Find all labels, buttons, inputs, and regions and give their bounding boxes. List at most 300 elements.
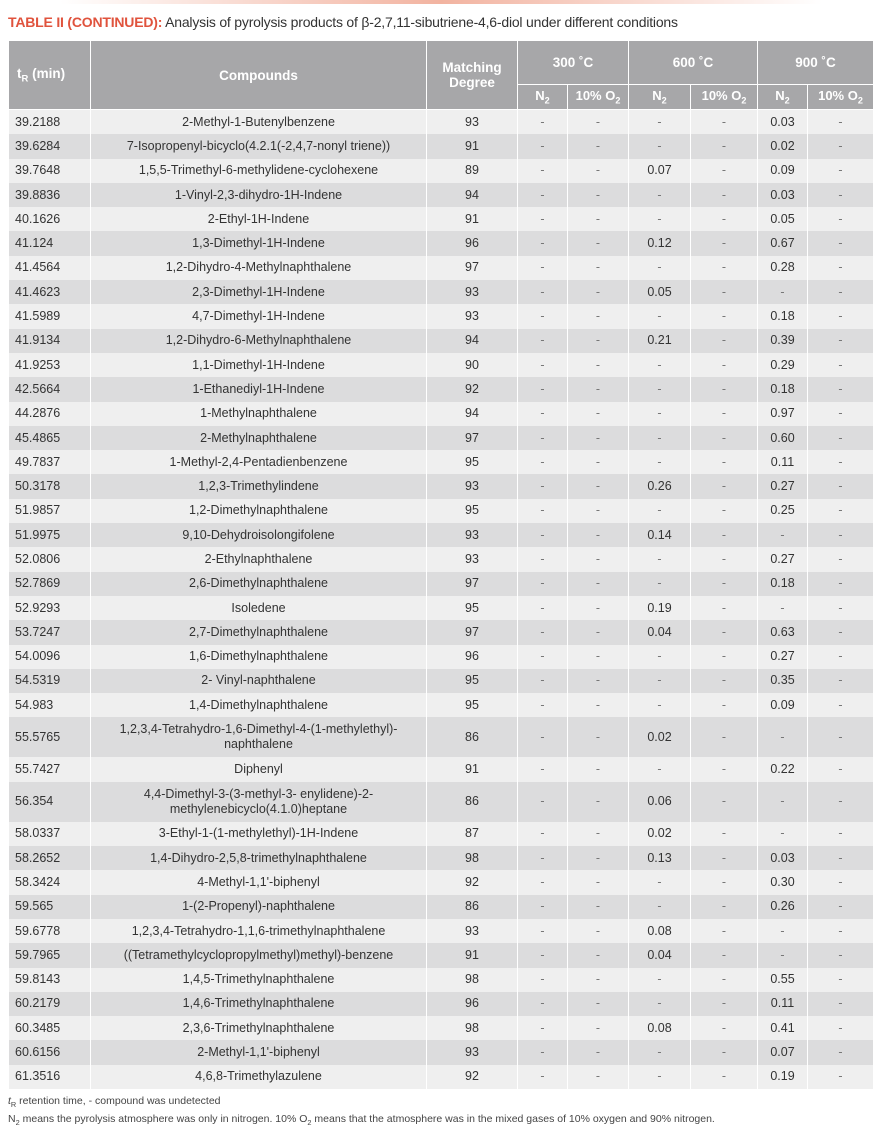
table-row xyxy=(9,183,874,207)
cell-300-n2: - xyxy=(518,304,568,328)
cell-300-n2: - xyxy=(518,870,568,894)
cell-300-o2: - xyxy=(568,134,629,158)
cell-300-o2: - xyxy=(568,329,629,353)
cell-600-o2: - xyxy=(691,134,758,158)
cell-compound: 1,6-Dimethylnaphthalene xyxy=(91,645,427,669)
cell-300-n2: - xyxy=(518,110,568,135)
cell-compound: 1-Vinyl-2,3-dihydro-1H-Indene xyxy=(91,183,427,207)
cell-900-n2: 0.11 xyxy=(758,992,808,1016)
cell-600-n2: - xyxy=(629,426,691,450)
cell-600-n2: - xyxy=(629,895,691,919)
cell-300-n2: - xyxy=(518,547,568,571)
cell-compound: 4,4-Dimethyl-3-(3-methyl-3- enylidene)-2-methylenebicyclo(4.1.0)heptane xyxy=(91,782,427,822)
cell-300-o2: - xyxy=(568,1016,629,1040)
cell-900-o2: - xyxy=(808,620,874,644)
cell-900-o2: - xyxy=(808,992,874,1016)
cell-compound: 3-Ethyl-1-(1-methylethyl)-1H-Indene xyxy=(91,822,427,846)
cell-matching-degree: 93 xyxy=(427,304,518,328)
table-title xyxy=(8,14,678,30)
cell-600-n2: 0.26 xyxy=(629,474,691,498)
footnote-atmosphere: $N_2$ means the pyrolysis atmosphere was only in nitrogen. 10% $O_2$ means that the atmosphere was in the mixed gases of 10% oxygen and 90% nitrogen. xyxy=(8,1113,715,1128)
header-600c: 600 ˚C xyxy=(629,41,758,85)
cell-retention-time: 41.124 xyxy=(9,231,91,255)
cell-retention-time: 41.9253 xyxy=(9,353,91,377)
cell-retention-time: 52.0806 xyxy=(9,547,91,571)
cell-600-n2: - xyxy=(629,547,691,571)
cell-300-o2: - xyxy=(568,895,629,919)
cell-900-o2: - xyxy=(808,870,874,894)
cell-900-n2: 0.22 xyxy=(758,757,808,781)
cell-900-n2: 0.03 xyxy=(758,183,808,207)
cell-300-o2: - xyxy=(568,304,629,328)
header-compounds: Compounds xyxy=(91,41,427,110)
table-row xyxy=(9,547,874,571)
cell-matching-degree: 86 xyxy=(427,895,518,919)
cell-900-n2: - xyxy=(758,822,808,846)
cell-600-n2: - xyxy=(629,134,691,158)
cell-compound: 2- Vinyl-naphthalene xyxy=(91,669,427,693)
cell-900-n2: - xyxy=(758,717,808,757)
cell-900-n2: - xyxy=(758,919,808,943)
cell-600-o2: - xyxy=(691,782,758,822)
cell-900-o2: - xyxy=(808,968,874,992)
cell-600-o2: - xyxy=(691,256,758,280)
cell-compound: 2-Methyl-1-Butenylbenzene xyxy=(91,110,427,135)
cell-matching-degree: 98 xyxy=(427,1016,518,1040)
cell-600-o2: - xyxy=(691,402,758,426)
cell-600-n2: - xyxy=(629,870,691,894)
cell-300-n2: - xyxy=(518,159,568,183)
table-row xyxy=(9,870,874,894)
cell-300-o2: - xyxy=(568,207,629,231)
cell-600-n2: - xyxy=(629,757,691,781)
cell-300-n2: - xyxy=(518,596,568,620)
cell-300-o2: - xyxy=(568,474,629,498)
cell-600-o2: - xyxy=(691,1065,758,1089)
table-row xyxy=(9,968,874,992)
cell-matching-degree: 95 xyxy=(427,450,518,474)
cell-matching-degree: 93 xyxy=(427,110,518,135)
cell-matching-degree: 86 xyxy=(427,717,518,757)
cell-compound: 9,10-Dehydroisolongifolene xyxy=(91,523,427,547)
cell-600-n2: 0.02 xyxy=(629,717,691,757)
footnote-retention: $t_R$ retention time, - compound was undetected xyxy=(8,1095,221,1110)
cell-600-o2: - xyxy=(691,968,758,992)
cell-900-o2: - xyxy=(808,523,874,547)
cell-900-n2: - xyxy=(758,782,808,822)
subheader-600-n2: $N_2$ xyxy=(629,85,691,110)
cell-600-n2: - xyxy=(629,353,691,377)
cell-900-o2: - xyxy=(808,895,874,919)
cell-compound: 1,4-Dihydro-2,5,8-trimethylnaphthalene xyxy=(91,846,427,870)
cell-matching-degree: 97 xyxy=(427,572,518,596)
subheader-600-o2: 10% $O_2$ xyxy=(691,85,758,110)
cell-900-n2: 0.28 xyxy=(758,256,808,280)
cell-900-n2: 0.18 xyxy=(758,572,808,596)
cell-900-o2: - xyxy=(808,402,874,426)
cell-300-o2: - xyxy=(568,523,629,547)
cell-300-o2: - xyxy=(568,919,629,943)
table-row xyxy=(9,669,874,693)
cell-compound: ((Tetramethylcyclopropylmethyl)methyl)-benzene xyxy=(91,943,427,967)
cell-300-o2: - xyxy=(568,968,629,992)
pyrolysis-products-table xyxy=(8,40,874,1089)
cell-900-n2: 0.29 xyxy=(758,353,808,377)
cell-matching-degree: 94 xyxy=(427,183,518,207)
cell-600-n2: - xyxy=(629,1065,691,1089)
cell-retention-time: 44.2876 xyxy=(9,402,91,426)
cell-600-o2: - xyxy=(691,717,758,757)
cell-300-o2: - xyxy=(568,377,629,401)
cell-600-n2: 0.05 xyxy=(629,280,691,304)
cell-compound: 1,3-Dimethyl-1H-Indene xyxy=(91,231,427,255)
cell-matching-degree: 91 xyxy=(427,134,518,158)
cell-900-o2: - xyxy=(808,1065,874,1089)
cell-600-n2: - xyxy=(629,572,691,596)
cell-matching-degree: 95 xyxy=(427,669,518,693)
cell-900-n2: 0.55 xyxy=(758,968,808,992)
cell-compound: 1,2,3,4-Tetrahydro-1,1,6-trimethylnaphthalene xyxy=(91,919,427,943)
cell-900-o2: - xyxy=(808,110,874,135)
table-row xyxy=(9,304,874,328)
cell-matching-degree: 95 xyxy=(427,596,518,620)
table-row xyxy=(9,426,874,450)
cell-600-o2: - xyxy=(691,304,758,328)
cell-retention-time: 45.4865 xyxy=(9,426,91,450)
cell-matching-degree: 91 xyxy=(427,207,518,231)
cell-matching-degree: 93 xyxy=(427,523,518,547)
table-row xyxy=(9,353,874,377)
cell-300-n2: - xyxy=(518,207,568,231)
header-300c: 300 ˚C xyxy=(518,41,629,85)
cell-300-n2: - xyxy=(518,992,568,1016)
cell-matching-degree: 96 xyxy=(427,231,518,255)
cell-300-n2: - xyxy=(518,968,568,992)
cell-compound: 1,2-Dihydro-6-Methylnaphthalene xyxy=(91,329,427,353)
cell-300-o2: - xyxy=(568,1065,629,1089)
cell-300-n2: - xyxy=(518,134,568,158)
table-row xyxy=(9,523,874,547)
cell-compound: 1,4,6-Trimethylnaphthalene xyxy=(91,992,427,1016)
cell-900-o2: - xyxy=(808,757,874,781)
cell-compound: 4,7-Dimethyl-1H-Indene xyxy=(91,304,427,328)
cell-900-o2: - xyxy=(808,1040,874,1064)
cell-300-o2: - xyxy=(568,992,629,1016)
cell-300-o2: - xyxy=(568,943,629,967)
cell-900-o2: - xyxy=(808,846,874,870)
table-row xyxy=(9,693,874,717)
table-row xyxy=(9,159,874,183)
table-caption: Analysis of pyrolysis products of β-2,7,11-sibutriene-4,6-diol under different conditions xyxy=(162,14,678,30)
cell-300-n2: - xyxy=(518,693,568,717)
cell-900-o2: - xyxy=(808,353,874,377)
cell-900-n2: 0.18 xyxy=(758,377,808,401)
cell-600-o2: - xyxy=(691,329,758,353)
cell-matching-degree: 93 xyxy=(427,547,518,571)
cell-matching-degree: 97 xyxy=(427,426,518,450)
cell-900-o2: - xyxy=(808,450,874,474)
cell-900-n2: 0.35 xyxy=(758,669,808,693)
cell-600-o2: - xyxy=(691,669,758,693)
cell-600-n2: - xyxy=(629,450,691,474)
cell-matching-degree: 91 xyxy=(427,943,518,967)
cell-600-n2: - xyxy=(629,499,691,523)
cell-300-n2: - xyxy=(518,645,568,669)
cell-300-o2: - xyxy=(568,669,629,693)
cell-600-o2: - xyxy=(691,523,758,547)
cell-300-o2: - xyxy=(568,693,629,717)
cell-900-o2: - xyxy=(808,207,874,231)
cell-600-o2: - xyxy=(691,846,758,870)
cell-compound: 1-(2-Propenyl)-naphthalene xyxy=(91,895,427,919)
cell-compound: 2,3,6-Trimethylnaphthalene xyxy=(91,1016,427,1040)
cell-retention-time: 40.1626 xyxy=(9,207,91,231)
cell-retention-time: 51.9857 xyxy=(9,499,91,523)
table-row xyxy=(9,134,874,158)
cell-600-o2: - xyxy=(691,572,758,596)
cell-retention-time: 54.983 xyxy=(9,693,91,717)
cell-600-o2: - xyxy=(691,757,758,781)
cell-600-n2: 0.14 xyxy=(629,523,691,547)
cell-900-n2: 0.03 xyxy=(758,846,808,870)
cell-900-o2: - xyxy=(808,280,874,304)
cell-matching-degree: 86 xyxy=(427,782,518,822)
cell-900-o2: - xyxy=(808,499,874,523)
cell-900-o2: - xyxy=(808,256,874,280)
cell-900-o2: - xyxy=(808,547,874,571)
cell-600-n2: 0.13 xyxy=(629,846,691,870)
cell-retention-time: 42.5664 xyxy=(9,377,91,401)
cell-retention-time: 49.7837 xyxy=(9,450,91,474)
cell-compound: 1,1-Dimethyl-1H-Indene xyxy=(91,353,427,377)
subheader-300-o2: 10% $O_2$ xyxy=(568,85,629,110)
cell-900-n2: 0.67 xyxy=(758,231,808,255)
cell-compound: 2-Methyl-1,1'-biphenyl xyxy=(91,1040,427,1064)
cell-300-n2: - xyxy=(518,1016,568,1040)
cell-900-n2: 0.41 xyxy=(758,1016,808,1040)
cell-900-n2: 0.26 xyxy=(758,895,808,919)
cell-600-n2: 0.12 xyxy=(629,231,691,255)
cell-compound: 2-Methylnaphthalene xyxy=(91,426,427,450)
cell-300-o2: - xyxy=(568,426,629,450)
cell-300-o2: - xyxy=(568,846,629,870)
cell-300-o2: - xyxy=(568,402,629,426)
cell-600-o2: - xyxy=(691,943,758,967)
cell-600-o2: - xyxy=(691,870,758,894)
cell-300-n2: - xyxy=(518,474,568,498)
cell-600-o2: - xyxy=(691,280,758,304)
table-row xyxy=(9,1065,874,1089)
cell-300-n2: - xyxy=(518,895,568,919)
cell-retention-time: 59.6778 xyxy=(9,919,91,943)
cell-retention-time: 51.9975 xyxy=(9,523,91,547)
cell-600-o2: - xyxy=(691,450,758,474)
cell-600-o2: - xyxy=(691,426,758,450)
subheader-900-n2: $N_2$ xyxy=(758,85,808,110)
cell-900-n2: 0.09 xyxy=(758,693,808,717)
cell-300-o2: - xyxy=(568,231,629,255)
cell-matching-degree: 92 xyxy=(427,377,518,401)
cell-900-n2: 0.27 xyxy=(758,474,808,498)
cell-900-n2: - xyxy=(758,596,808,620)
cell-300-n2: - xyxy=(518,231,568,255)
cell-compound: 2,7-Dimethylnaphthalene xyxy=(91,620,427,644)
table-row xyxy=(9,377,874,401)
header-matching-degree: Matching Degree xyxy=(427,41,518,110)
cell-600-n2: 0.04 xyxy=(629,620,691,644)
cell-600-o2: - xyxy=(691,992,758,1016)
cell-900-o2: - xyxy=(808,377,874,401)
cell-matching-degree: 90 xyxy=(427,353,518,377)
cell-300-o2: - xyxy=(568,280,629,304)
cell-matching-degree: 93 xyxy=(427,919,518,943)
footnotes xyxy=(8,1094,715,1130)
cell-300-o2: - xyxy=(568,822,629,846)
cell-retention-time: 41.9134 xyxy=(9,329,91,353)
cell-300-n2: - xyxy=(518,280,568,304)
cell-300-o2: - xyxy=(568,757,629,781)
cell-matching-degree: 95 xyxy=(427,499,518,523)
cell-300-o2: - xyxy=(568,547,629,571)
cell-compound: Isoledene xyxy=(91,596,427,620)
cell-300-n2: - xyxy=(518,499,568,523)
cell-900-o2: - xyxy=(808,919,874,943)
cell-900-n2: 0.60 xyxy=(758,426,808,450)
cell-300-o2: - xyxy=(568,159,629,183)
cell-compound: 2-Ethyl-1H-Indene xyxy=(91,207,427,231)
cell-retention-time: 58.2652 xyxy=(9,846,91,870)
cell-600-o2: - xyxy=(691,183,758,207)
cell-compound: 1,5,5-Trimethyl-6-methylidene-cyclohexene xyxy=(91,159,427,183)
table-row xyxy=(9,717,874,757)
cell-900-n2: 0.27 xyxy=(758,547,808,571)
cell-600-n2: - xyxy=(629,693,691,717)
cell-900-n2: - xyxy=(758,280,808,304)
cell-retention-time: 41.5989 xyxy=(9,304,91,328)
cell-compound: 1,2-Dimethylnaphthalene xyxy=(91,499,427,523)
cell-300-n2: - xyxy=(518,377,568,401)
cell-retention-time: 61.3516 xyxy=(9,1065,91,1089)
cell-retention-time: 58.0337 xyxy=(9,822,91,846)
table-row xyxy=(9,329,874,353)
table-row xyxy=(9,645,874,669)
cell-600-o2: - xyxy=(691,645,758,669)
cell-matching-degree: 97 xyxy=(427,620,518,644)
cell-retention-time: 59.565 xyxy=(9,895,91,919)
cell-compound: 1,2,3,4-Tetrahydro-1,6-Dimethyl-4-(1-methylethyl)-naphthalene xyxy=(91,717,427,757)
cell-300-n2: - xyxy=(518,353,568,377)
table-row xyxy=(9,757,874,781)
cell-300-n2: - xyxy=(518,402,568,426)
cell-900-n2: - xyxy=(758,943,808,967)
table-row xyxy=(9,782,874,822)
cell-retention-time: 59.8143 xyxy=(9,968,91,992)
cell-300-o2: - xyxy=(568,256,629,280)
cell-matching-degree: 98 xyxy=(427,968,518,992)
cell-900-n2: 0.18 xyxy=(758,304,808,328)
cell-300-n2: - xyxy=(518,757,568,781)
cell-600-o2: - xyxy=(691,474,758,498)
cell-300-n2: - xyxy=(518,572,568,596)
cell-compound: 2,6-Dimethylnaphthalene xyxy=(91,572,427,596)
cell-compound: 4,6,8-Trimethylazulene xyxy=(91,1065,427,1089)
cell-300-n2: - xyxy=(518,450,568,474)
cell-900-n2: 0.07 xyxy=(758,1040,808,1064)
cell-600-n2: - xyxy=(629,304,691,328)
subheader-300-n2: $N_2$ xyxy=(518,85,568,110)
cell-retention-time: 39.2188 xyxy=(9,110,91,135)
header-900c: 900 ˚C xyxy=(758,41,874,85)
cell-600-o2: - xyxy=(691,596,758,620)
cell-matching-degree: 93 xyxy=(427,474,518,498)
cell-600-o2: - xyxy=(691,620,758,644)
table-row xyxy=(9,474,874,498)
cell-300-n2: - xyxy=(518,846,568,870)
cell-600-o2: - xyxy=(691,919,758,943)
cell-600-n2: 0.02 xyxy=(629,822,691,846)
cell-compound: 4-Methyl-1,1'-biphenyl xyxy=(91,870,427,894)
table-row xyxy=(9,919,874,943)
table-row xyxy=(9,596,874,620)
cell-300-o2: - xyxy=(568,183,629,207)
cell-300-n2: - xyxy=(518,1065,568,1089)
table-row xyxy=(9,499,874,523)
cell-900-o2: - xyxy=(808,159,874,183)
cell-300-o2: - xyxy=(568,620,629,644)
cell-matching-degree: 89 xyxy=(427,159,518,183)
cell-retention-time: 41.4623 xyxy=(9,280,91,304)
cell-matching-degree: 94 xyxy=(427,329,518,353)
cell-900-o2: - xyxy=(808,474,874,498)
cell-retention-time: 55.5765 xyxy=(9,717,91,757)
cell-600-o2: - xyxy=(691,547,758,571)
cell-retention-time: 54.0096 xyxy=(9,645,91,669)
cell-600-n2: 0.08 xyxy=(629,919,691,943)
cell-retention-time: 50.3178 xyxy=(9,474,91,498)
table-row xyxy=(9,572,874,596)
cell-900-o2: - xyxy=(808,717,874,757)
cell-matching-degree: 98 xyxy=(427,846,518,870)
cell-compound: 7-Isopropenyl-bicyclo(4.2.1(-2,4,7-nonyl triene)) xyxy=(91,134,427,158)
table-row xyxy=(9,822,874,846)
cell-retention-time: 59.7965 xyxy=(9,943,91,967)
cell-900-o2: - xyxy=(808,693,874,717)
cell-600-n2: 0.08 xyxy=(629,1016,691,1040)
cell-300-o2: - xyxy=(568,782,629,822)
subheader-900-o2: 10% $O_2$ xyxy=(808,85,874,110)
cell-600-n2: - xyxy=(629,669,691,693)
cell-600-n2: - xyxy=(629,402,691,426)
cell-300-o2: - xyxy=(568,870,629,894)
cell-compound: 1,4-Dimethylnaphthalene xyxy=(91,693,427,717)
cell-compound: 2-Ethylnaphthalene xyxy=(91,547,427,571)
cell-900-n2: 0.11 xyxy=(758,450,808,474)
cell-300-n2: - xyxy=(518,620,568,644)
cell-300-n2: - xyxy=(518,256,568,280)
cell-300-o2: - xyxy=(568,110,629,135)
cell-matching-degree: 87 xyxy=(427,822,518,846)
cell-300-o2: - xyxy=(568,499,629,523)
cell-matching-degree: 93 xyxy=(427,1040,518,1064)
header-retention-time: $t_R$ (min) xyxy=(9,41,91,110)
table-row xyxy=(9,280,874,304)
cell-retention-time: 39.6284 xyxy=(9,134,91,158)
cell-600-n2: - xyxy=(629,968,691,992)
cell-compound: 2,3-Dimethyl-1H-Indene xyxy=(91,280,427,304)
cell-900-n2: 0.02 xyxy=(758,134,808,158)
table-row xyxy=(9,620,874,644)
table-row xyxy=(9,402,874,426)
